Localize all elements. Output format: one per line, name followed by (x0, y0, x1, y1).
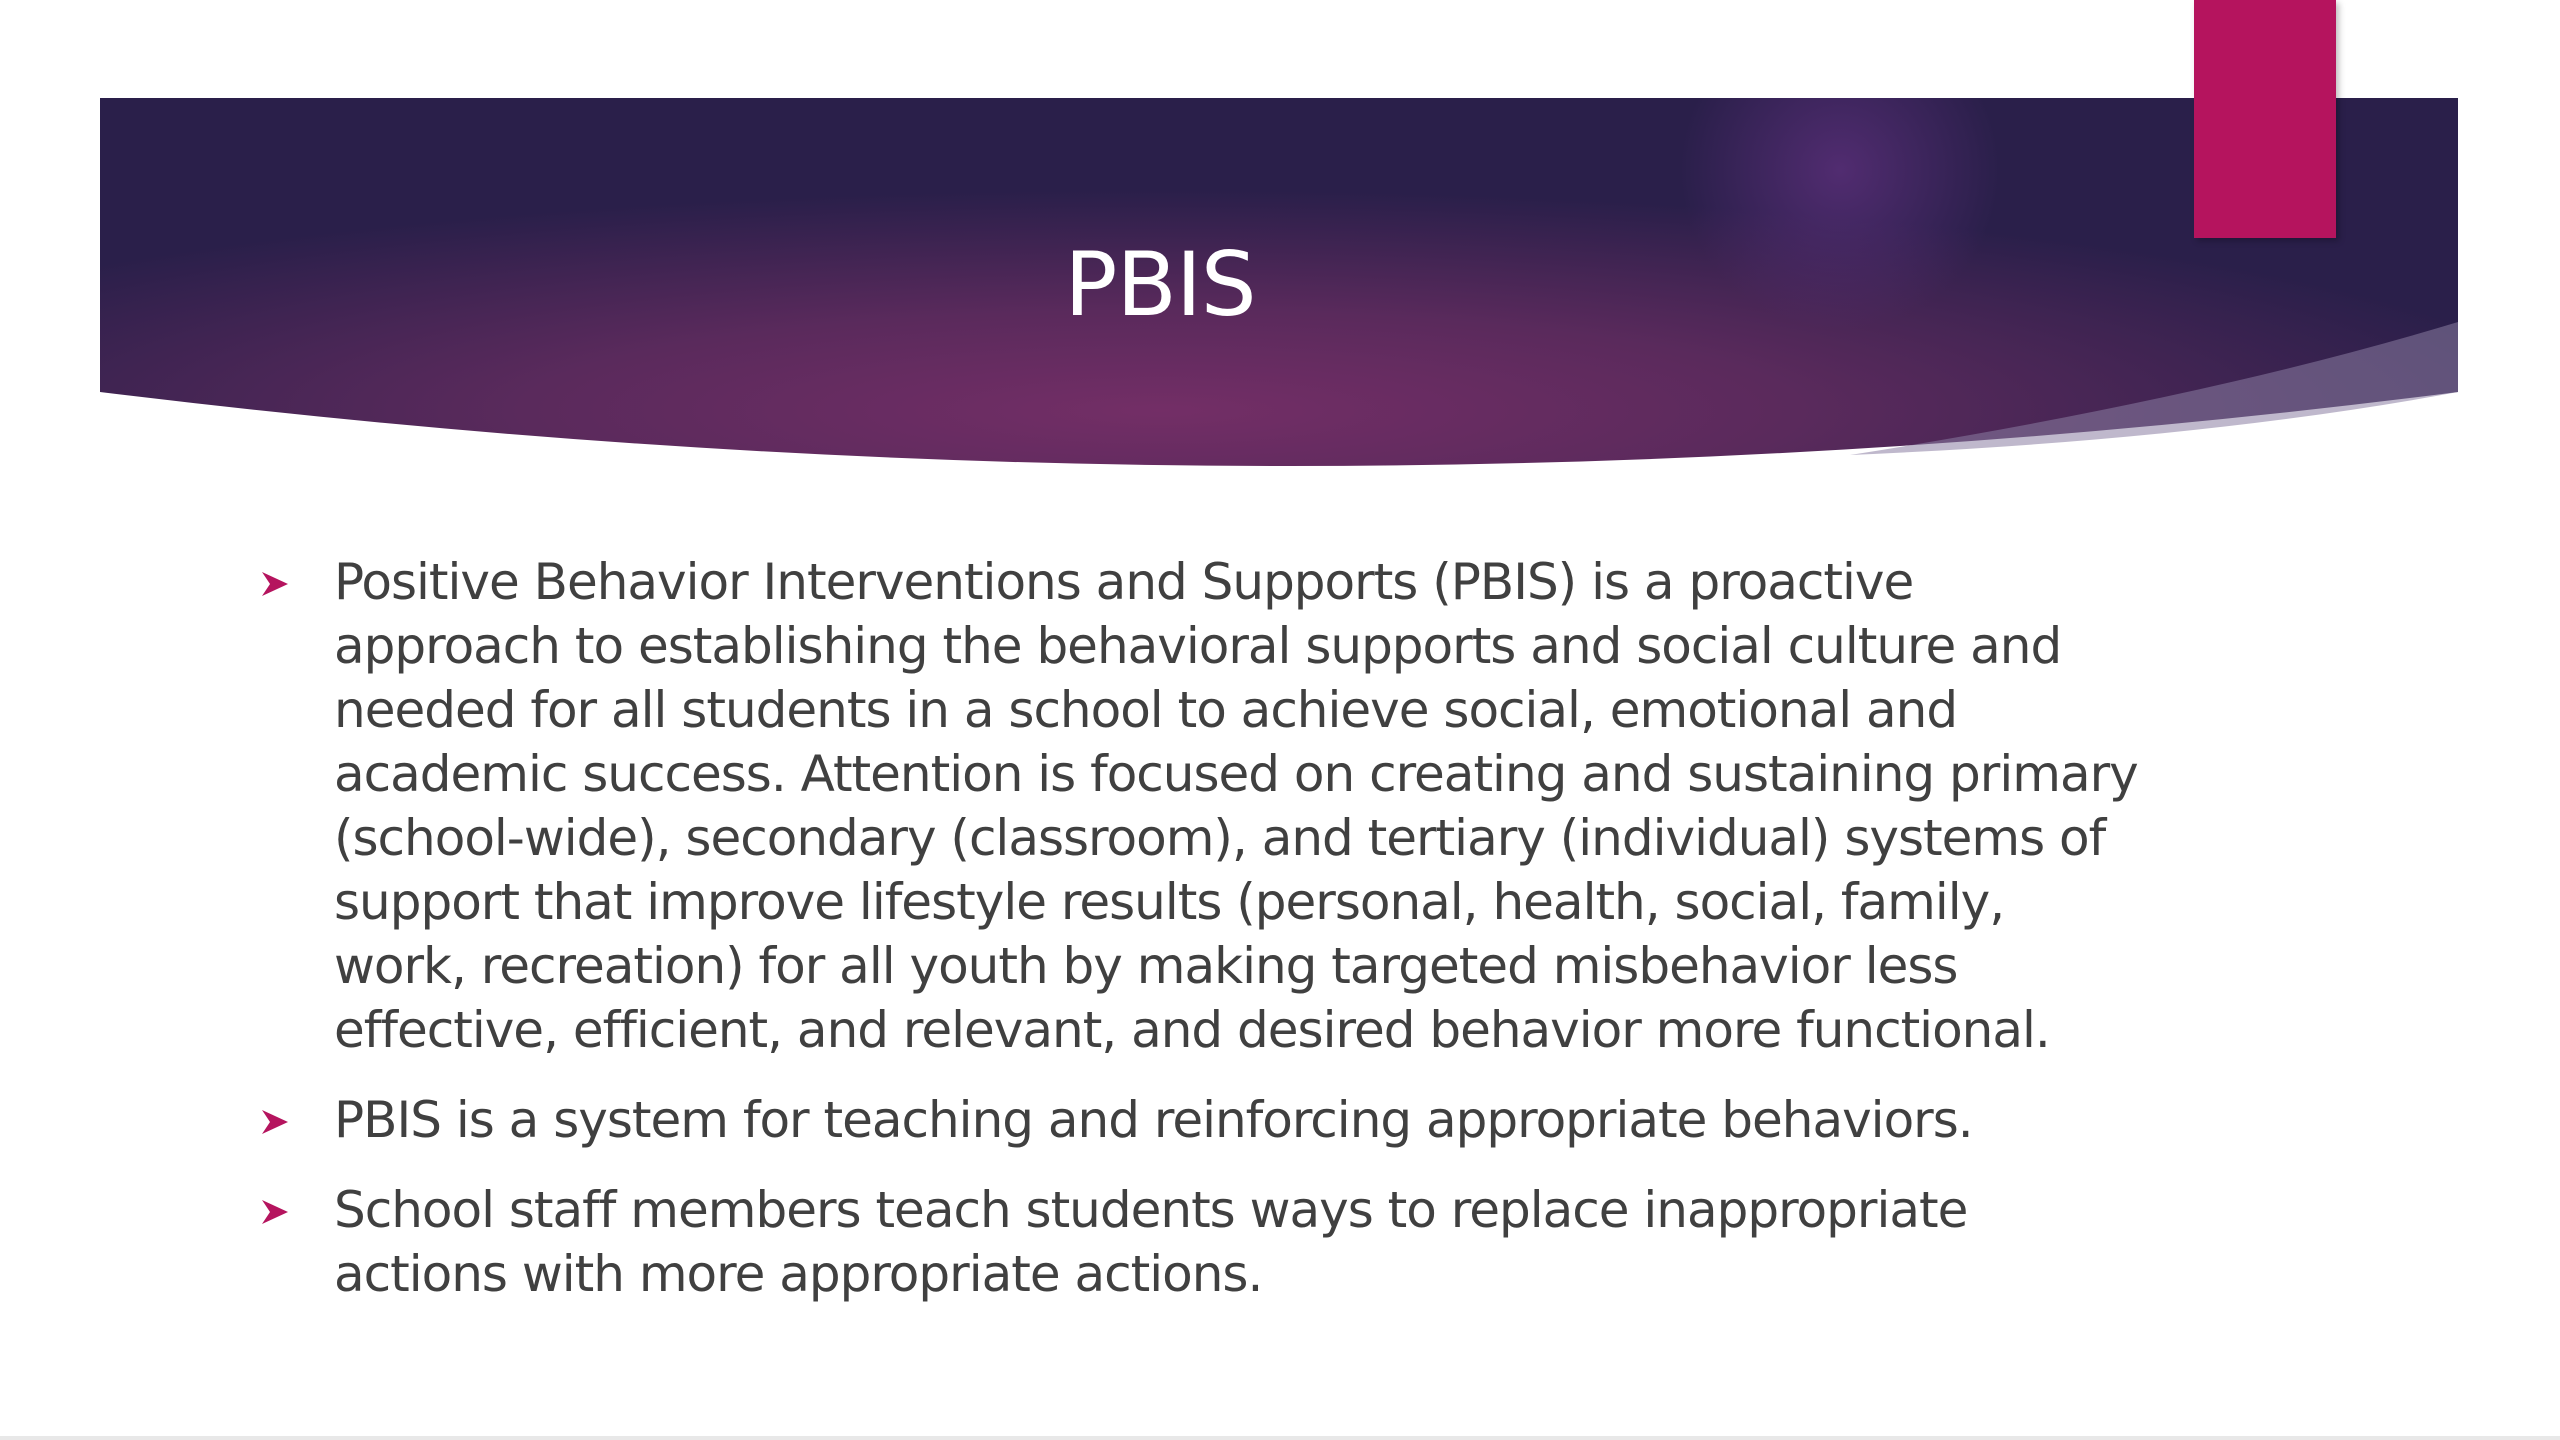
arrowhead-bullet-icon (260, 570, 290, 598)
bullet-text: PBIS is a system for teaching and reinforcing appropriate behaviors. (334, 1091, 1973, 1149)
arrowhead-bullet-icon (260, 1198, 290, 1226)
bullet-text: School staff members teach students ways to replace inappropriate actions with more appropriate actions. (334, 1181, 1968, 1303)
arrowhead-bullet-icon (260, 1108, 290, 1136)
bullet-list (260, 550, 2140, 1332)
bottom-divider (0, 1436, 2560, 1440)
bullet-text: Positive Behavior Interventions and Supports (PBIS) is a proactive approach to establishing the behavioral supports and social culture and needed for all students in a school to achieve social, emotional and academic success. Attention is focused on creating and sustaining primary (school-wide), secondary (classroom), and tertiary (individual) systems of support that improve lifestyle results (personal, health, social, family, work, recreation) for all youth by making targeted misbehavior less effective, efficient, and relevant, and desired behavior more functional. (334, 553, 2138, 1059)
accent-tab (2194, 0, 2336, 238)
bullet-item (260, 1178, 2140, 1306)
bullet-item (260, 1088, 2140, 1152)
bullet-item (260, 550, 2140, 1062)
slide-title: PBIS (1064, 233, 1256, 336)
